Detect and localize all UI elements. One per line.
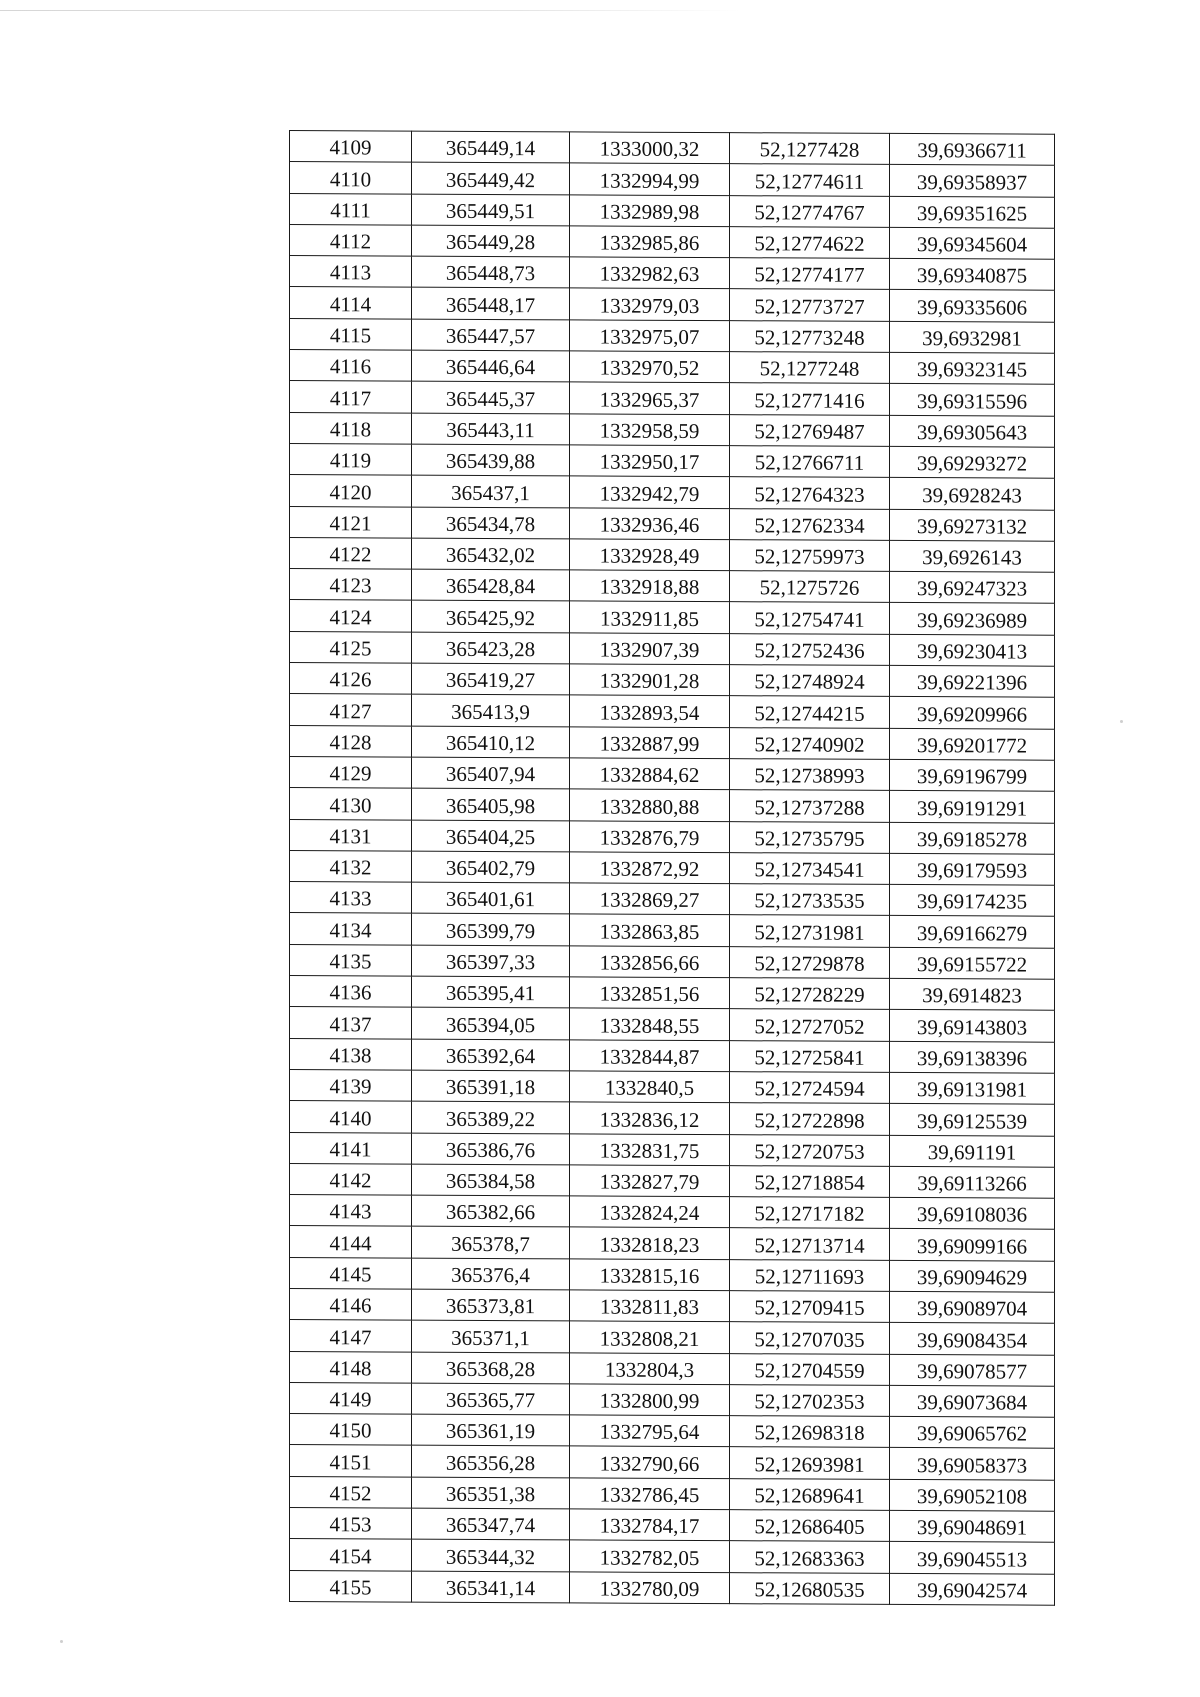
longitude-cell: 39,69351625 (890, 196, 1055, 228)
x-coordinate-cell: 365423,28 (412, 632, 570, 664)
latitude-cell: 52,12744215 (730, 696, 890, 728)
longitude-cell: 39,69293272 (890, 446, 1055, 478)
table-row (290, 944, 1055, 979)
table-row (290, 788, 1055, 823)
longitude-cell: 39,69335606 (890, 290, 1055, 322)
point-number-cell: 4139 (290, 1069, 412, 1101)
table-row (290, 412, 1055, 447)
y-coordinate-cell: 1332942,79 (570, 476, 730, 508)
longitude-cell: 39,6926143 (890, 540, 1055, 572)
longitude-cell: 39,691191 (890, 1135, 1055, 1167)
longitude-cell: 39,69201772 (890, 728, 1055, 760)
latitude-cell: 52,12728229 (730, 978, 890, 1010)
y-coordinate-cell: 1332869,27 (570, 883, 730, 915)
longitude-cell: 39,69089704 (890, 1291, 1055, 1323)
latitude-cell: 52,12771416 (730, 383, 890, 415)
point-number-cell: 4122 (290, 537, 412, 569)
latitude-cell: 52,12725841 (730, 1040, 890, 1072)
longitude-cell: 39,69174235 (890, 885, 1055, 917)
latitude-cell: 52,1277248 (730, 352, 890, 384)
x-coordinate-cell: 365449,28 (412, 225, 570, 257)
longitude-cell: 39,69221396 (890, 665, 1055, 697)
y-coordinate-cell: 1332795,64 (570, 1415, 730, 1447)
longitude-cell: 39,69345604 (890, 227, 1055, 259)
latitude-cell: 52,12734541 (730, 852, 890, 884)
longitude-cell: 39,69166279 (890, 916, 1055, 948)
y-coordinate-cell: 1332863,85 (570, 914, 730, 946)
table-row (290, 1226, 1055, 1261)
point-number-cell: 4145 (290, 1257, 412, 1289)
x-coordinate-cell: 365394,05 (412, 1007, 570, 1039)
longitude-cell: 39,69305643 (890, 415, 1055, 447)
y-coordinate-cell: 1332884,62 (570, 758, 730, 790)
latitude-cell: 52,12731981 (730, 915, 890, 947)
longitude-cell: 39,69143803 (890, 1010, 1055, 1042)
latitude-cell: 52,1275726 (730, 571, 890, 603)
table-row (290, 1007, 1055, 1042)
longitude-cell: 39,69045513 (890, 1542, 1055, 1574)
x-coordinate-cell: 365397,33 (412, 945, 570, 977)
point-number-cell: 4144 (290, 1226, 412, 1258)
point-number-cell: 4128 (290, 725, 412, 757)
coordinates-table-body (290, 131, 1055, 1606)
y-coordinate-cell: 1332936,46 (570, 507, 730, 539)
point-number-cell: 4126 (290, 663, 412, 695)
latitude-cell: 52,12686405 (730, 1510, 890, 1542)
latitude-cell: 52,12769487 (730, 414, 890, 446)
latitude-cell: 52,12740902 (730, 727, 890, 759)
table-row (290, 537, 1055, 572)
x-coordinate-cell: 365419,27 (412, 663, 570, 695)
table-row (290, 1101, 1055, 1136)
scan-edge-line (0, 10, 740, 11)
point-number-cell: 4149 (290, 1382, 412, 1414)
longitude-cell: 39,69131981 (890, 1072, 1055, 1104)
table-row (290, 506, 1055, 541)
latitude-cell: 52,12766711 (730, 446, 890, 478)
longitude-cell: 39,69052108 (890, 1479, 1055, 1511)
x-coordinate-cell: 365428,84 (412, 569, 570, 601)
x-coordinate-cell: 365392,64 (412, 1039, 570, 1071)
latitude-cell: 52,12689641 (730, 1478, 890, 1510)
table-row (290, 162, 1055, 197)
point-number-cell: 4120 (290, 475, 412, 507)
latitude-cell: 52,12704559 (730, 1353, 890, 1385)
longitude-cell: 39,69113266 (890, 1166, 1055, 1198)
point-number-cell: 4140 (290, 1101, 412, 1133)
coordinates-table (289, 130, 1055, 1606)
longitude-cell: 39,69230413 (890, 634, 1055, 666)
x-coordinate-cell: 365439,88 (412, 444, 570, 476)
y-coordinate-cell: 1332808,21 (570, 1321, 730, 1353)
x-coordinate-cell: 365389,22 (412, 1101, 570, 1133)
table-row (290, 318, 1055, 353)
y-coordinate-cell: 1332782,05 (570, 1540, 730, 1572)
y-coordinate-cell: 1332958,59 (570, 414, 730, 446)
table-row (290, 1445, 1055, 1480)
longitude-cell: 39,69366711 (890, 133, 1055, 165)
table-row (290, 256, 1055, 291)
scan-speck (1120, 720, 1123, 723)
point-number-cell: 4127 (290, 694, 412, 726)
latitude-cell: 52,12698318 (730, 1416, 890, 1448)
table-row (290, 694, 1055, 729)
y-coordinate-cell: 1332928,49 (570, 539, 730, 571)
y-coordinate-cell: 1332965,37 (570, 382, 730, 414)
table-row (290, 882, 1055, 917)
point-number-cell: 4150 (290, 1414, 412, 1446)
longitude-cell: 39,69094629 (890, 1260, 1055, 1292)
table-row (290, 381, 1055, 416)
latitude-cell: 52,12774177 (730, 258, 890, 290)
point-number-cell: 4116 (290, 350, 412, 382)
x-coordinate-cell: 365368,28 (412, 1352, 570, 1384)
longitude-cell: 39,69358937 (890, 165, 1055, 197)
point-number-cell: 4148 (290, 1351, 412, 1383)
y-coordinate-cell: 1332989,98 (570, 194, 730, 226)
point-number-cell: 4114 (290, 287, 412, 319)
longitude-cell: 39,69247323 (890, 572, 1055, 604)
x-coordinate-cell: 365399,79 (412, 914, 570, 946)
point-number-cell: 4135 (290, 944, 412, 976)
y-coordinate-cell: 1332994,99 (570, 163, 730, 195)
y-coordinate-cell: 1332975,07 (570, 320, 730, 352)
point-number-cell: 4134 (290, 913, 412, 945)
point-number-cell: 4146 (290, 1288, 412, 1320)
x-coordinate-cell: 365395,41 (412, 976, 570, 1008)
y-coordinate-cell: 1332840,5 (570, 1071, 730, 1103)
latitude-cell: 52,12711693 (730, 1259, 890, 1291)
y-coordinate-cell: 1332827,79 (570, 1165, 730, 1197)
latitude-cell: 52,12774611 (730, 164, 890, 196)
latitude-cell: 52,12702353 (730, 1385, 890, 1417)
y-coordinate-cell: 1332970,52 (570, 351, 730, 383)
point-number-cell: 4112 (290, 224, 412, 256)
latitude-cell: 52,12738993 (730, 759, 890, 791)
table-row (290, 1038, 1055, 1073)
point-number-cell: 4129 (290, 756, 412, 788)
point-number-cell: 4154 (290, 1539, 412, 1571)
longitude-cell: 39,69196799 (890, 759, 1055, 791)
y-coordinate-cell: 1332918,88 (570, 570, 730, 602)
longitude-cell: 39,69323145 (890, 353, 1055, 385)
y-coordinate-cell: 1332800,99 (570, 1384, 730, 1416)
latitude-cell: 52,12733535 (730, 884, 890, 916)
point-number-cell: 4132 (290, 850, 412, 882)
x-coordinate-cell: 365407,94 (412, 757, 570, 789)
longitude-cell: 39,69315596 (890, 384, 1055, 416)
x-coordinate-cell: 365365,77 (412, 1383, 570, 1415)
y-coordinate-cell: 1332880,88 (570, 789, 730, 821)
x-coordinate-cell: 365425,92 (412, 601, 570, 633)
table-row (290, 1288, 1055, 1323)
x-coordinate-cell: 365356,28 (412, 1446, 570, 1478)
y-coordinate-cell: 1332856,66 (570, 946, 730, 978)
y-coordinate-cell: 1332824,24 (570, 1196, 730, 1228)
latitude-cell: 52,12717182 (730, 1197, 890, 1229)
table-row (290, 287, 1055, 322)
longitude-cell: 39,6928243 (890, 478, 1055, 510)
latitude-cell: 52,12735795 (730, 821, 890, 853)
x-coordinate-cell: 365448,73 (412, 256, 570, 288)
point-number-cell: 4147 (290, 1320, 412, 1352)
table-row (290, 1508, 1055, 1543)
point-number-cell: 4124 (290, 600, 412, 632)
x-coordinate-cell: 365344,32 (412, 1539, 570, 1571)
point-number-cell: 4136 (290, 976, 412, 1008)
latitude-cell: 52,12737288 (730, 790, 890, 822)
point-number-cell: 4109 (290, 131, 412, 163)
x-coordinate-cell: 365449,51 (412, 194, 570, 226)
table-row (290, 193, 1055, 228)
point-number-cell: 4125 (290, 631, 412, 663)
x-coordinate-cell: 365446,64 (412, 350, 570, 382)
longitude-cell: 39,69209966 (890, 697, 1055, 729)
latitude-cell: 52,12762334 (730, 508, 890, 540)
longitude-cell: 39,69042574 (890, 1573, 1055, 1605)
longitude-cell: 39,69099166 (890, 1229, 1055, 1261)
x-coordinate-cell: 365447,57 (412, 319, 570, 351)
table-row (290, 1069, 1055, 1104)
latitude-cell: 52,12774767 (730, 195, 890, 227)
y-coordinate-cell: 1332848,55 (570, 1008, 730, 1040)
latitude-cell: 52,12727052 (730, 1009, 890, 1041)
point-number-cell: 4133 (290, 882, 412, 914)
x-coordinate-cell: 365347,74 (412, 1508, 570, 1540)
latitude-cell: 52,12729878 (730, 946, 890, 978)
latitude-cell: 52,12720753 (730, 1134, 890, 1166)
y-coordinate-cell: 1332831,75 (570, 1133, 730, 1165)
y-coordinate-cell: 1332836,12 (570, 1102, 730, 1134)
x-coordinate-cell: 365437,1 (412, 475, 570, 507)
x-coordinate-cell: 365351,38 (412, 1477, 570, 1509)
y-coordinate-cell: 1332985,86 (570, 226, 730, 258)
point-number-cell: 4130 (290, 788, 412, 820)
latitude-cell: 52,12693981 (730, 1447, 890, 1479)
point-number-cell: 4153 (290, 1508, 412, 1540)
point-number-cell: 4151 (290, 1445, 412, 1477)
longitude-cell: 39,69108036 (890, 1198, 1055, 1230)
table-row (290, 224, 1055, 259)
longitude-cell: 39,69073684 (890, 1385, 1055, 1417)
x-coordinate-cell: 365402,79 (412, 851, 570, 883)
x-coordinate-cell: 365371,1 (412, 1320, 570, 1352)
x-coordinate-cell: 365361,19 (412, 1414, 570, 1446)
y-coordinate-cell: 1332790,66 (570, 1446, 730, 1478)
x-coordinate-cell: 365384,58 (412, 1164, 570, 1196)
y-coordinate-cell: 1332979,03 (570, 288, 730, 320)
latitude-cell: 52,12683363 (730, 1541, 890, 1573)
latitude-cell: 52,12752436 (730, 633, 890, 665)
table-row (290, 1163, 1055, 1198)
x-coordinate-cell: 365432,02 (412, 538, 570, 570)
latitude-cell: 52,12722898 (730, 1103, 890, 1135)
latitude-cell: 52,1277428 (730, 133, 890, 165)
x-coordinate-cell: 365386,76 (412, 1133, 570, 1165)
latitude-cell: 52,12754741 (730, 602, 890, 634)
y-coordinate-cell: 1332901,28 (570, 664, 730, 696)
latitude-cell: 52,12718854 (730, 1165, 890, 1197)
point-number-cell: 4115 (290, 318, 412, 350)
longitude-cell: 39,69236989 (890, 603, 1055, 635)
table-row (290, 725, 1055, 760)
latitude-cell: 52,12707035 (730, 1322, 890, 1354)
longitude-cell: 39,69065762 (890, 1417, 1055, 1449)
table-row (290, 350, 1055, 385)
point-number-cell: 4152 (290, 1476, 412, 1508)
y-coordinate-cell: 1332844,87 (570, 1039, 730, 1071)
y-coordinate-cell: 1332780,09 (570, 1572, 730, 1604)
y-coordinate-cell: 1332872,92 (570, 852, 730, 884)
point-number-cell: 4123 (290, 569, 412, 601)
table-row (290, 475, 1055, 510)
x-coordinate-cell: 365405,98 (412, 788, 570, 820)
longitude-cell: 39,69340875 (890, 259, 1055, 291)
x-coordinate-cell: 365391,18 (412, 1070, 570, 1102)
point-number-cell: 4141 (290, 1132, 412, 1164)
y-coordinate-cell: 1332982,63 (570, 257, 730, 289)
longitude-cell: 39,69078577 (890, 1354, 1055, 1386)
y-coordinate-cell: 1332818,23 (570, 1227, 730, 1259)
table-row (290, 819, 1055, 854)
latitude-cell: 52,12713714 (730, 1228, 890, 1260)
x-coordinate-cell: 365413,9 (412, 694, 570, 726)
table-row (290, 1351, 1055, 1386)
latitude-cell: 52,12748924 (730, 665, 890, 697)
table-row (290, 131, 1055, 166)
x-coordinate-cell: 365404,25 (412, 820, 570, 852)
table-row (290, 1539, 1055, 1574)
x-coordinate-cell: 365401,61 (412, 882, 570, 914)
table-row (290, 1382, 1055, 1417)
point-number-cell: 4131 (290, 819, 412, 851)
x-coordinate-cell: 365449,14 (412, 131, 570, 163)
table-row (290, 1320, 1055, 1355)
longitude-cell: 39,69048691 (890, 1510, 1055, 1542)
latitude-cell: 52,12759973 (730, 540, 890, 572)
latitude-cell: 52,12773248 (730, 320, 890, 352)
table-row (290, 631, 1055, 666)
y-coordinate-cell: 1332815,16 (570, 1259, 730, 1291)
table-row (290, 1257, 1055, 1292)
table-row (290, 913, 1055, 948)
table-row (290, 976, 1055, 1011)
x-coordinate-cell: 365382,66 (412, 1195, 570, 1227)
longitude-cell: 39,69179593 (890, 853, 1055, 885)
point-number-cell: 4118 (290, 412, 412, 444)
latitude-cell: 52,12774622 (730, 227, 890, 259)
latitude-cell: 52,12724594 (730, 1072, 890, 1104)
point-number-cell: 4142 (290, 1163, 412, 1195)
table-row (290, 600, 1055, 635)
y-coordinate-cell: 1332851,56 (570, 977, 730, 1009)
longitude-cell: 39,69084354 (890, 1323, 1055, 1355)
y-coordinate-cell: 1332876,79 (570, 820, 730, 852)
table-row (290, 1132, 1055, 1167)
scan-speck (60, 1640, 63, 1643)
y-coordinate-cell: 1332804,3 (570, 1352, 730, 1384)
point-number-cell: 4113 (290, 256, 412, 288)
longitude-cell: 39,69273132 (890, 509, 1055, 541)
x-coordinate-cell: 365376,4 (412, 1258, 570, 1290)
point-number-cell: 4137 (290, 1007, 412, 1039)
latitude-cell: 52,12680535 (730, 1572, 890, 1604)
longitude-cell: 39,69125539 (890, 1104, 1055, 1136)
longitude-cell: 39,69191291 (890, 791, 1055, 823)
point-number-cell: 4143 (290, 1195, 412, 1227)
table-row (290, 663, 1055, 698)
point-number-cell: 4119 (290, 443, 412, 475)
point-number-cell: 4138 (290, 1038, 412, 1070)
table-row (290, 850, 1055, 885)
table-row (290, 1195, 1055, 1230)
table-row (290, 1476, 1055, 1511)
table-row (290, 1414, 1055, 1449)
x-coordinate-cell: 365373,81 (412, 1289, 570, 1321)
point-number-cell: 4155 (290, 1570, 412, 1602)
y-coordinate-cell: 1332893,54 (570, 695, 730, 727)
point-number-cell: 4110 (290, 162, 412, 194)
longitude-cell: 39,69058373 (890, 1448, 1055, 1480)
y-coordinate-cell: 1332911,85 (570, 601, 730, 633)
point-number-cell: 4117 (290, 381, 412, 413)
longitude-cell: 39,6932981 (890, 321, 1055, 353)
x-coordinate-cell: 365443,11 (412, 413, 570, 445)
table-row (290, 443, 1055, 478)
y-coordinate-cell: 1332887,99 (570, 727, 730, 759)
point-number-cell: 4121 (290, 506, 412, 538)
x-coordinate-cell: 365445,37 (412, 381, 570, 413)
x-coordinate-cell: 365448,17 (412, 288, 570, 320)
point-number-cell: 4111 (290, 193, 412, 225)
x-coordinate-cell: 365449,42 (412, 162, 570, 194)
latitude-cell: 52,12773727 (730, 289, 890, 321)
longitude-cell: 39,69155722 (890, 947, 1055, 979)
y-coordinate-cell: 1332950,17 (570, 445, 730, 477)
y-coordinate-cell: 1332786,45 (570, 1478, 730, 1510)
y-coordinate-cell: 1332907,39 (570, 633, 730, 665)
x-coordinate-cell: 365434,78 (412, 507, 570, 539)
y-coordinate-cell: 1332784,17 (570, 1509, 730, 1541)
x-coordinate-cell: 365341,14 (412, 1571, 570, 1603)
longitude-cell: 39,69138396 (890, 1041, 1055, 1073)
longitude-cell: 39,69185278 (890, 822, 1055, 854)
longitude-cell: 39,6914823 (890, 978, 1055, 1010)
y-coordinate-cell: 1332811,83 (570, 1290, 730, 1322)
latitude-cell: 52,12764323 (730, 477, 890, 509)
latitude-cell: 52,12709415 (730, 1291, 890, 1323)
table-row (290, 756, 1055, 791)
x-coordinate-cell: 365410,12 (412, 726, 570, 758)
y-coordinate-cell: 1333000,32 (570, 132, 730, 164)
table-row (290, 1570, 1055, 1605)
x-coordinate-cell: 365378,7 (412, 1226, 570, 1258)
table-row (290, 569, 1055, 604)
